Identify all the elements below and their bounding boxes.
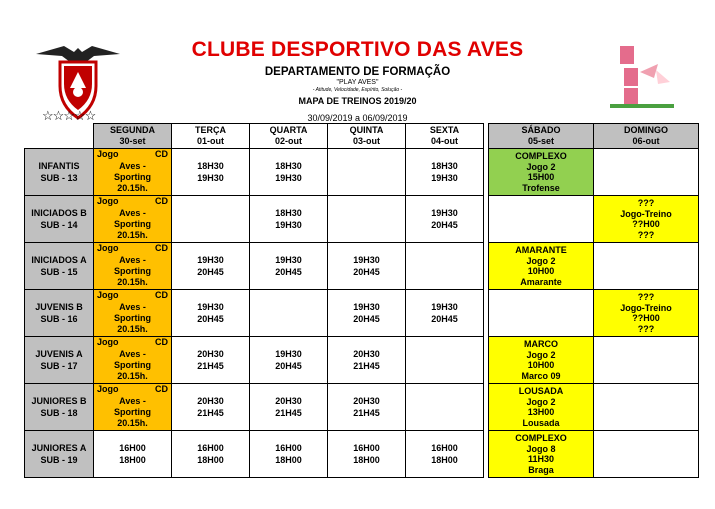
schedule-cell: 20H30 21H45 xyxy=(172,384,250,431)
tagline: - Atitude, Velocidade, Espírito, Solução - xyxy=(312,87,403,93)
saturday-game-cell: COMPLEXO Jogo 8 11H30 Braga xyxy=(489,431,594,478)
schedule-cell xyxy=(406,384,484,431)
schedule-cell: 18H30 19H30 xyxy=(172,149,250,196)
game-cell: Jogo CD Aves - Sporting 20.15h. xyxy=(94,196,172,243)
date-range: 30/09/2019 a 06/09/2019 xyxy=(307,113,408,123)
day-header-sabado: SÁBADO 05-set xyxy=(489,124,594,149)
header-row xyxy=(25,124,484,149)
schedule-cell xyxy=(250,290,328,337)
schedule-cell: 16H00 18H00 xyxy=(250,431,328,478)
table-row xyxy=(25,149,484,196)
schedule-cell xyxy=(328,149,406,196)
schedule-cell xyxy=(406,243,484,290)
saturday-cell xyxy=(489,196,594,243)
schedule-cell: 19H30 20H45 xyxy=(406,196,484,243)
sunday-cell xyxy=(594,337,699,384)
team-label: JUVENIS A SUB - 17 xyxy=(25,337,94,384)
schedule-cell xyxy=(172,196,250,243)
day-header-terca: TERÇA 01-out xyxy=(172,124,250,149)
saturday-game-cell: LOUSADA Jogo 2 13H00 Lousada xyxy=(489,384,594,431)
team-label: INICIADOS A SUB - 15 xyxy=(25,243,94,290)
department-title: DEPARTAMENTO DE FORMAÇÃO xyxy=(264,66,451,78)
team-label: JUNIORES B SUB - 18 xyxy=(25,384,94,431)
sunday-cell xyxy=(594,384,699,431)
schedule-cell: 20H30 21H45 xyxy=(250,384,328,431)
table-row xyxy=(25,290,484,337)
table-row xyxy=(489,337,699,384)
schedule-cell: 18H30 19H30 xyxy=(250,149,328,196)
schedule-cell: 19H30 20H45 xyxy=(172,243,250,290)
saturday-game-cell: AMARANTE Jogo 2 10H00 Amarante xyxy=(489,243,594,290)
saturday-game-cell: COMPLEXO Jogo 2 15H00 Trofense xyxy=(489,149,594,196)
header-row xyxy=(489,124,699,149)
table-row xyxy=(25,337,484,384)
schedule-cell: 19H30 20H45 xyxy=(250,243,328,290)
schedule-cell: 20H30 21H45 xyxy=(172,337,250,384)
table-row xyxy=(489,196,699,243)
table-row xyxy=(25,384,484,431)
team-label: JUNIORES A SUB - 19 xyxy=(25,431,94,478)
team-label: JUVENIS B SUB - 16 xyxy=(25,290,94,337)
game-cell: Jogo CD Aves - Sporting 20.15h. xyxy=(94,384,172,431)
table-row xyxy=(489,149,699,196)
table-row xyxy=(25,196,484,243)
schedule-cell xyxy=(328,196,406,243)
day-header-segunda: SEGUNDA 30-set xyxy=(94,124,172,149)
weekday-schedule-table xyxy=(24,123,484,478)
day-header-quinta: QUINTA 03-out xyxy=(328,124,406,149)
club-title: CLUBE DESPORTIVO DAS AVES xyxy=(191,38,524,61)
sunday-cell xyxy=(594,149,699,196)
schedule-cell: 19H30 20H45 xyxy=(172,290,250,337)
schedule-cell: 19H30 20H45 xyxy=(250,337,328,384)
schedule-cell: 20H30 21H45 xyxy=(328,384,406,431)
game-cell: Jogo CD Aves - Sporting 20.15h. xyxy=(94,337,172,384)
plan-title: MAPA DE TREINOS 2019/20 xyxy=(298,96,417,106)
day-header-domingo: DOMINGO 06-out xyxy=(594,124,699,149)
game-cell: Jogo CD Aves - Sporting 20.15h. xyxy=(94,290,172,337)
saturday-cell xyxy=(489,290,594,337)
schedule-cell: 19H30 20H45 xyxy=(406,290,484,337)
schedule-cell: 16H00 18H00 xyxy=(328,431,406,478)
team-label: INICIADOS B SUB - 14 xyxy=(25,196,94,243)
schedule-cell xyxy=(406,337,484,384)
game-cell: Jogo CD Aves - Sporting 20.15h. xyxy=(94,243,172,290)
schedule-cell: 19H30 20H45 xyxy=(328,290,406,337)
schedule-cell: 16H00 18H00 xyxy=(406,431,484,478)
day-header-sexta: SEXTA 04-out xyxy=(406,124,484,149)
table-row xyxy=(25,243,484,290)
sunday-cell xyxy=(594,243,699,290)
table-row xyxy=(489,384,699,431)
team-label: INFANTIS SUB - 13 xyxy=(25,149,94,196)
sunday-cell xyxy=(594,431,699,478)
star-rating-icon: ☆☆☆☆☆ xyxy=(42,108,96,123)
sunday-game-cell: ??? Jogo-Treino ??H00 ??? xyxy=(594,290,699,337)
saturday-game-cell: MARCO Jogo 2 10H00 Marco 09 xyxy=(489,337,594,384)
table-row xyxy=(25,431,484,478)
schedule-cell: 18H30 19H30 xyxy=(406,149,484,196)
sunday-game-cell: ??? Jogo-Treino ??H00 ??? xyxy=(594,196,699,243)
day-header-quarta: QUARTA 02-out xyxy=(250,124,328,149)
game-cell: Jogo CD Aves - Sporting 20.15h. xyxy=(94,149,172,196)
weekend-schedule-table xyxy=(488,123,699,478)
schedule-cell: 16H00 18H00 xyxy=(172,431,250,478)
schedule-cell: 18H30 19H30 xyxy=(250,196,328,243)
motto: "PLAY AVES" xyxy=(336,79,379,86)
table-row xyxy=(489,243,699,290)
table-row xyxy=(489,431,699,478)
schedule-cell: 20H30 21H45 xyxy=(328,337,406,384)
table-row xyxy=(489,290,699,337)
schedule-cell: 16H00 18H00 xyxy=(94,431,172,478)
schedule-cell: 19H30 20H45 xyxy=(328,243,406,290)
